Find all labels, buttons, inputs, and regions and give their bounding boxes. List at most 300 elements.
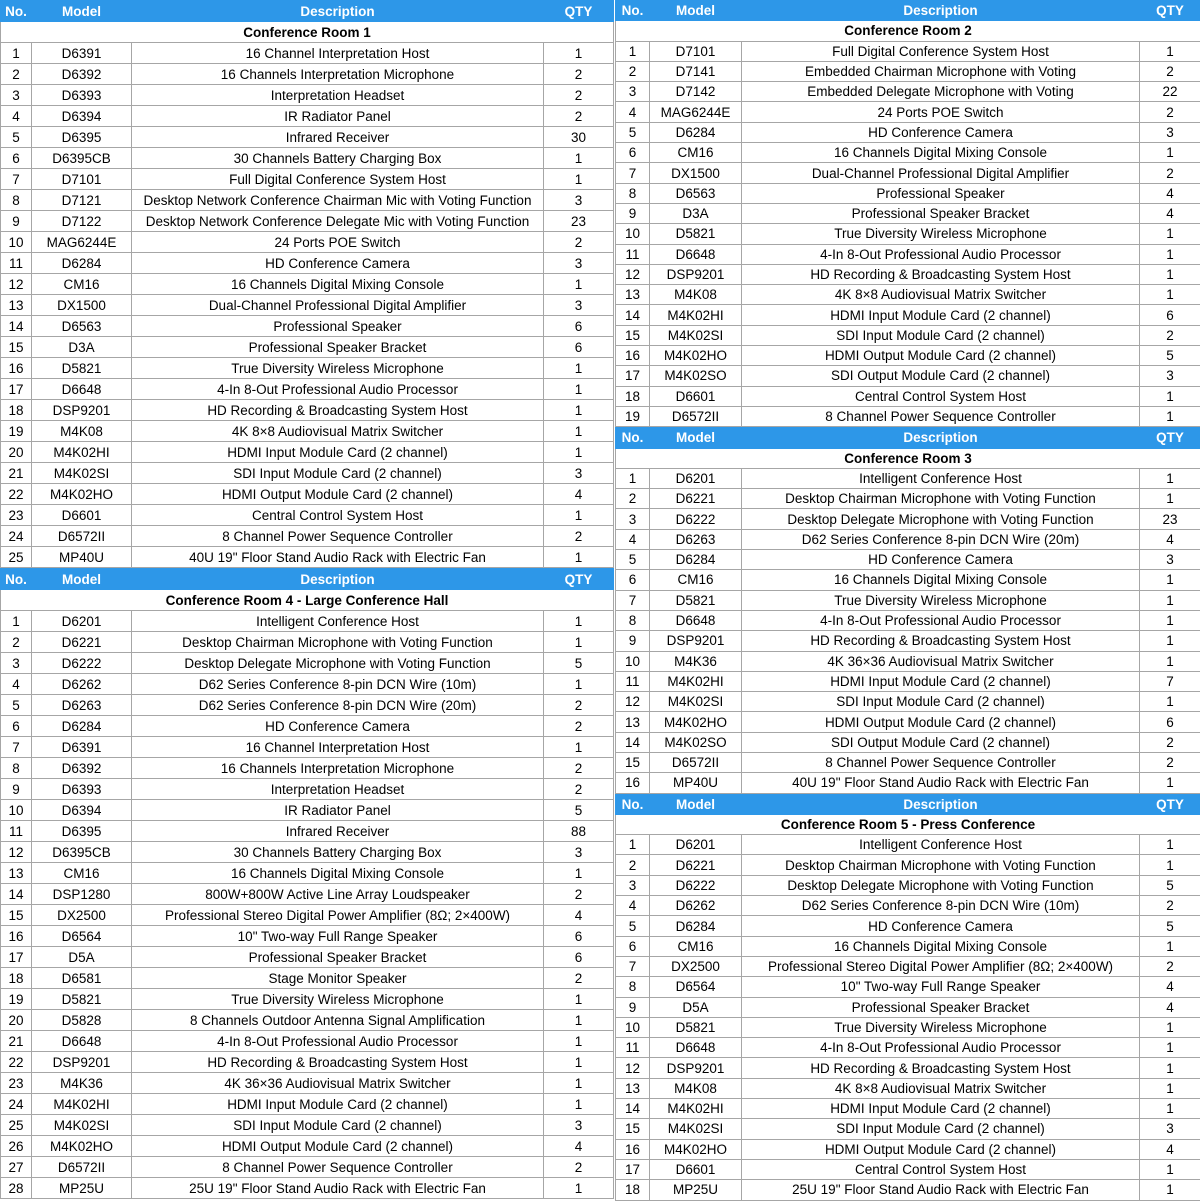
row-number: 14	[616, 732, 650, 752]
description-cell: Desktop Network Conference Delegate Mic with Voting Function	[132, 211, 544, 232]
model-cell: DX1500	[650, 163, 742, 183]
qty-cell: 1	[544, 737, 614, 758]
header-row	[616, 794, 1200, 814]
table-row	[616, 305, 1200, 325]
qty-cell: 1	[1140, 1159, 1200, 1179]
qty-cell: 23	[544, 211, 614, 232]
table-row	[1, 737, 614, 758]
description-cell: HD Recording & Broadcasting System Host	[132, 400, 544, 421]
description-cell: SDI Input Module Card (2 channel)	[742, 692, 1140, 712]
table-row	[616, 570, 1200, 590]
description-cell: Dual-Channel Professional Digital Amplifier	[742, 163, 1140, 183]
description-cell: Professional Speaker Bracket	[742, 203, 1140, 223]
row-number: 5	[1, 127, 32, 148]
table-row	[616, 732, 1200, 752]
row-number: 16	[1, 926, 32, 947]
qty-cell: 2	[544, 779, 614, 800]
description-cell: Intelligent Conference Host	[132, 611, 544, 632]
table-row	[1, 43, 614, 64]
row-number: 12	[616, 692, 650, 712]
row-number: 20	[1, 442, 32, 463]
description-cell: IR Radiator Panel	[132, 106, 544, 127]
model-cell: D6395CB	[32, 148, 132, 169]
model-cell: D6221	[650, 855, 742, 875]
table-row	[1, 968, 614, 989]
qty-cell: 3	[1140, 550, 1200, 570]
qty-cell: 1	[1140, 835, 1200, 855]
table-row	[1, 232, 614, 253]
row-number: 10	[616, 651, 650, 671]
model-cell: D5A	[32, 947, 132, 968]
description-cell: 25U 19" Floor Stand Audio Rack with Electric Fan	[742, 1180, 1140, 1200]
description-cell: 4-In 8-Out Professional Audio Processor	[742, 610, 1140, 630]
description-cell: 40U 19" Floor Stand Audio Rack with Electric Fan	[742, 773, 1140, 793]
table-row	[616, 875, 1200, 895]
row-number: 8	[616, 977, 650, 997]
table-row	[1, 695, 614, 716]
row-number: 25	[1, 1115, 32, 1136]
description-cell: 16 Channels Digital Mixing Console	[742, 143, 1140, 163]
row-number: 11	[616, 671, 650, 691]
model-cell: DSP9201	[650, 631, 742, 651]
description-cell: 8 Channel Power Sequence Controller	[742, 752, 1140, 772]
model-cell: D6648	[32, 379, 132, 400]
section-title: Conference Room 2	[616, 21, 1200, 41]
table-row	[1, 1178, 614, 1199]
model-cell: D6392	[32, 64, 132, 85]
table-row	[616, 264, 1200, 284]
table-row	[1, 1052, 614, 1073]
model-cell: D7142	[650, 82, 742, 102]
table-row	[616, 509, 1200, 529]
qty-cell: 4	[1140, 997, 1200, 1017]
table-row	[1, 926, 614, 947]
description-cell: True Diversity Wireless Microphone	[742, 590, 1140, 610]
qty-cell: 3	[544, 463, 614, 484]
row-number: 8	[616, 610, 650, 630]
model-cell: D6201	[32, 611, 132, 632]
qty-cell: 1	[1140, 386, 1200, 406]
row-number: 10	[1, 232, 32, 253]
table-row	[1, 526, 614, 547]
model-cell: M4K02HO	[650, 712, 742, 732]
table-row	[1, 169, 614, 190]
section-title-row	[1, 590, 614, 611]
row-number: 11	[1, 253, 32, 274]
qty-cell: 1	[1140, 406, 1200, 426]
table-row	[616, 896, 1200, 916]
model-cell: CM16	[32, 863, 132, 884]
qty-cell: 3	[1140, 122, 1200, 142]
description-cell: 10" Two-way Full Range Speaker	[132, 926, 544, 947]
row-number: 1	[616, 835, 650, 855]
model-cell: D6391	[32, 737, 132, 758]
description-cell: Dual-Channel Professional Digital Amplifier	[132, 295, 544, 316]
row-number: 24	[1, 1094, 32, 1115]
model-cell: CM16	[650, 570, 742, 590]
qty-cell: 1	[1140, 936, 1200, 956]
model-cell: D5828	[32, 1010, 132, 1031]
table-row	[1, 400, 614, 421]
equipment-table-room2	[615, 0, 1200, 427]
qty-cell: 4	[544, 1136, 614, 1157]
section-title-row	[616, 21, 1200, 41]
row-number: 14	[1, 884, 32, 905]
model-cell: D7121	[32, 190, 132, 211]
table-row	[1, 463, 614, 484]
table-row	[1, 1010, 614, 1031]
table-row	[1, 1157, 614, 1178]
model-cell: D5821	[32, 358, 132, 379]
table-row	[616, 631, 1200, 651]
qty-cell: 4	[1140, 203, 1200, 223]
table-row	[1, 148, 614, 169]
qty-cell: 1	[1140, 264, 1200, 284]
description-cell: HDMI Output Module Card (2 channel)	[132, 1136, 544, 1157]
row-number: 17	[616, 366, 650, 386]
description-cell: 16 Channels Digital Mixing Console	[742, 936, 1140, 956]
description-cell: 16 Channel Interpretation Host	[132, 737, 544, 758]
qty-cell: 1	[1140, 285, 1200, 305]
row-number: 14	[1, 316, 32, 337]
description-cell: Intelligent Conference Host	[742, 468, 1140, 488]
header-no: No.	[616, 794, 650, 814]
row-number: 18	[1, 400, 32, 421]
model-cell: M4K02SO	[650, 366, 742, 386]
row-number: 7	[1, 737, 32, 758]
qty-cell: 1	[1140, 244, 1200, 264]
description-cell: 4K 8×8 Audiovisual Matrix Switcher	[742, 285, 1140, 305]
qty-cell: 5	[1140, 346, 1200, 366]
model-cell: DSP9201	[650, 264, 742, 284]
description-cell: IR Radiator Panel	[132, 800, 544, 821]
model-cell: D6572II	[32, 1157, 132, 1178]
header-model: Model	[650, 794, 742, 814]
equipment-table-room5	[615, 794, 1200, 1201]
description-cell: SDI Input Module Card (2 channel)	[132, 463, 544, 484]
description-cell: SDI Input Module Card (2 channel)	[742, 325, 1140, 345]
row-number: 8	[1, 190, 32, 211]
table-row	[1, 211, 614, 232]
header-qty: QTY	[1140, 794, 1200, 814]
row-number: 3	[1, 85, 32, 106]
description-cell: True Diversity Wireless Microphone	[742, 1017, 1140, 1037]
table-row	[1, 1136, 614, 1157]
model-cell: D5821	[650, 1017, 742, 1037]
row-number: 2	[1, 632, 32, 653]
qty-cell: 1	[544, 379, 614, 400]
header-no: No.	[616, 428, 650, 448]
table-row	[616, 1180, 1200, 1200]
qty-cell: 3	[1140, 366, 1200, 386]
row-number: 1	[616, 41, 650, 61]
model-cell: D6394	[32, 106, 132, 127]
table-row	[616, 366, 1200, 386]
row-number: 15	[1, 337, 32, 358]
row-number: 7	[1, 169, 32, 190]
qty-cell: 3	[544, 190, 614, 211]
qty-cell: 1	[544, 863, 614, 884]
header-qty: QTY	[1140, 1, 1200, 21]
qty-cell: 1	[544, 1052, 614, 1073]
qty-cell: 2	[1140, 163, 1200, 183]
header-model: Model	[650, 428, 742, 448]
row-number: 16	[616, 1139, 650, 1159]
model-cell: MAG6244E	[650, 102, 742, 122]
model-cell: D6284	[650, 916, 742, 936]
model-cell: D6393	[32, 779, 132, 800]
row-number: 22	[1, 484, 32, 505]
qty-cell: 1	[544, 547, 614, 568]
table-row	[1, 1073, 614, 1094]
description-cell: Desktop Chairman Microphone with Voting Function	[742, 855, 1140, 875]
description-cell: Desktop Chairman Microphone with Voting Function	[742, 489, 1140, 509]
qty-cell: 2	[1140, 896, 1200, 916]
row-number: 1	[1, 43, 32, 64]
table-row	[1, 379, 614, 400]
model-cell: MAG6244E	[32, 232, 132, 253]
row-number: 18	[1, 968, 32, 989]
description-cell: 30 Channels Battery Charging Box	[132, 842, 544, 863]
row-number: 21	[1, 463, 32, 484]
row-number: 15	[616, 1119, 650, 1139]
table-row	[1, 190, 614, 211]
model-cell: D6284	[650, 122, 742, 142]
description-cell: 16 Channels Interpretation Microphone	[132, 64, 544, 85]
model-cell: M4K02HO	[32, 1136, 132, 1157]
description-cell: 4K 8×8 Audiovisual Matrix Switcher	[132, 421, 544, 442]
description-cell: Professional Speaker Bracket	[742, 997, 1140, 1017]
equipment-table-room3	[615, 427, 1200, 793]
model-cell: CM16	[650, 936, 742, 956]
table-row	[616, 997, 1200, 1017]
qty-cell: 6	[544, 926, 614, 947]
qty-cell: 1	[544, 358, 614, 379]
qty-cell: 2	[1140, 61, 1200, 81]
model-cell: D6221	[32, 632, 132, 653]
row-number: 7	[616, 956, 650, 976]
table-row	[1, 758, 614, 779]
description-cell: D62 Series Conference 8-pin DCN Wire (10m)	[742, 896, 1140, 916]
table-row	[616, 183, 1200, 203]
qty-cell: 2	[544, 1157, 614, 1178]
table-row	[616, 41, 1200, 61]
description-cell: D62 Series Conference 8-pin DCN Wire (20m)	[742, 529, 1140, 549]
model-cell: M4K02SI	[650, 325, 742, 345]
qty-cell: 4	[544, 905, 614, 926]
qty-cell: 1	[1140, 631, 1200, 651]
row-number: 5	[616, 916, 650, 936]
table-row	[616, 82, 1200, 102]
qty-cell: 1	[544, 400, 614, 421]
model-cell: D6392	[32, 758, 132, 779]
description-cell: Professional Speaker	[132, 316, 544, 337]
row-number: 6	[616, 570, 650, 590]
description-cell: HD Conference Camera	[132, 716, 544, 737]
model-cell: D6648	[650, 610, 742, 630]
table-row	[1, 842, 614, 863]
table-row	[616, 1017, 1200, 1037]
description-cell: True Diversity Wireless Microphone	[132, 358, 544, 379]
header-qty: QTY	[544, 569, 614, 590]
qty-cell: 2	[544, 106, 614, 127]
table-row	[616, 1078, 1200, 1098]
qty-cell: 1	[544, 632, 614, 653]
row-number: 27	[1, 1157, 32, 1178]
description-cell: 24 Ports POE Switch	[132, 232, 544, 253]
table-row	[1, 85, 614, 106]
table-row	[616, 712, 1200, 732]
description-cell: HD Conference Camera	[742, 550, 1140, 570]
model-cell: D6394	[32, 800, 132, 821]
qty-cell: 4	[1140, 529, 1200, 549]
row-number: 8	[616, 183, 650, 203]
row-number: 11	[616, 244, 650, 264]
row-number: 19	[1, 989, 32, 1010]
qty-cell: 1	[544, 1094, 614, 1115]
row-number: 10	[616, 1017, 650, 1037]
table-row	[616, 122, 1200, 142]
description-cell: HDMI Input Module Card (2 channel)	[132, 442, 544, 463]
table-row	[1, 947, 614, 968]
row-number: 8	[1, 758, 32, 779]
description-cell: 4-In 8-Out Professional Audio Processor	[742, 244, 1140, 264]
row-number: 23	[1, 505, 32, 526]
model-cell: D6263	[32, 695, 132, 716]
description-cell: 4-In 8-Out Professional Audio Processor	[742, 1038, 1140, 1058]
header-description: Description	[742, 794, 1140, 814]
qty-cell: 1	[1140, 41, 1200, 61]
description-cell: HDMI Output Module Card (2 channel)	[742, 712, 1140, 732]
row-number: 7	[616, 590, 650, 610]
model-cell: M4K08	[650, 285, 742, 305]
qty-cell: 2	[544, 85, 614, 106]
model-cell: D7101	[32, 169, 132, 190]
row-number: 2	[616, 489, 650, 509]
table-row	[616, 468, 1200, 488]
row-number: 13	[1, 863, 32, 884]
row-number: 14	[616, 305, 650, 325]
description-cell: 24 Ports POE Switch	[742, 102, 1140, 122]
table-row	[616, 651, 1200, 671]
table-row	[1, 547, 614, 568]
model-cell: M4K02HI	[650, 1099, 742, 1119]
qty-cell: 3	[544, 1115, 614, 1136]
row-number: 1	[1, 611, 32, 632]
row-number: 5	[616, 550, 650, 570]
description-cell: HD Conference Camera	[742, 916, 1140, 936]
table-row	[1, 106, 614, 127]
model-cell: D6262	[650, 896, 742, 916]
description-cell: 4-In 8-Out Professional Audio Processor	[132, 1031, 544, 1052]
row-number: 2	[616, 855, 650, 875]
model-cell: MP40U	[650, 773, 742, 793]
row-number: 3	[616, 875, 650, 895]
table-row	[1, 253, 614, 274]
description-cell: D62 Series Conference 8-pin DCN Wire (20m)	[132, 695, 544, 716]
description-cell: Infrared Receiver	[132, 821, 544, 842]
table-row	[616, 406, 1200, 426]
header-no: No.	[1, 1, 32, 22]
model-cell: M4K36	[650, 651, 742, 671]
model-cell: D6395	[32, 127, 132, 148]
qty-cell: 3	[544, 253, 614, 274]
table-row	[616, 386, 1200, 406]
description-cell: Central Control System Host	[742, 386, 1140, 406]
qty-cell: 4	[1140, 977, 1200, 997]
table-row	[1, 421, 614, 442]
model-cell: D6222	[650, 509, 742, 529]
description-cell: 4-In 8-Out Professional Audio Processor	[132, 379, 544, 400]
description-cell: HDMI Output Module Card (2 channel)	[132, 484, 544, 505]
model-cell: M4K08	[32, 421, 132, 442]
table-row	[616, 163, 1200, 183]
row-number: 16	[1, 358, 32, 379]
table-row	[1, 64, 614, 85]
qty-cell: 1	[544, 674, 614, 695]
qty-cell: 1	[544, 1178, 614, 1199]
model-cell: M4K02HI	[650, 305, 742, 325]
model-cell: M4K02HI	[650, 671, 742, 691]
table-row	[1, 674, 614, 695]
header-no: No.	[616, 1, 650, 21]
header-row	[1, 569, 614, 590]
qty-cell: 23	[1140, 509, 1200, 529]
qty-cell: 2	[544, 695, 614, 716]
model-cell: D6284	[32, 716, 132, 737]
row-number: 24	[1, 526, 32, 547]
table-row	[616, 977, 1200, 997]
equipment-table-room4	[0, 568, 614, 1199]
qty-cell: 1	[544, 989, 614, 1010]
section-title: Conference Room 4 - Large Conference Hall	[1, 590, 614, 611]
qty-cell: 1	[1140, 1078, 1200, 1098]
table-row	[616, 692, 1200, 712]
table-row	[616, 1038, 1200, 1058]
qty-cell: 6	[1140, 305, 1200, 325]
qty-cell: 6	[1140, 712, 1200, 732]
row-number: 17	[1, 379, 32, 400]
table-row	[1, 821, 614, 842]
row-number: 15	[616, 325, 650, 345]
description-cell: HD Recording & Broadcasting System Host	[742, 1058, 1140, 1078]
row-number: 12	[616, 1058, 650, 1078]
model-cell: D6648	[650, 244, 742, 264]
model-cell: D7141	[650, 61, 742, 81]
qty-cell: 2	[544, 526, 614, 547]
table-row	[616, 1139, 1200, 1159]
model-cell: D5A	[650, 997, 742, 1017]
table-row	[616, 752, 1200, 772]
row-number: 6	[1, 716, 32, 737]
qty-cell: 2	[1140, 732, 1200, 752]
section-title-row	[616, 448, 1200, 468]
description-cell: 8 Channel Power Sequence Controller	[132, 1157, 544, 1178]
description-cell: Interpretation Headset	[132, 779, 544, 800]
row-number: 19	[1, 421, 32, 442]
row-number: 25	[1, 547, 32, 568]
model-cell: D6564	[650, 977, 742, 997]
description-cell: Desktop Delegate Microphone with Voting Function	[742, 875, 1140, 895]
row-number: 2	[1, 64, 32, 85]
qty-cell: 2	[544, 716, 614, 737]
table-row	[616, 203, 1200, 223]
table-row	[616, 835, 1200, 855]
qty-cell: 1	[544, 43, 614, 64]
row-number: 23	[1, 1073, 32, 1094]
table-row	[616, 590, 1200, 610]
description-cell: 8 Channels Outdoor Antenna Signal Amplification	[132, 1010, 544, 1031]
